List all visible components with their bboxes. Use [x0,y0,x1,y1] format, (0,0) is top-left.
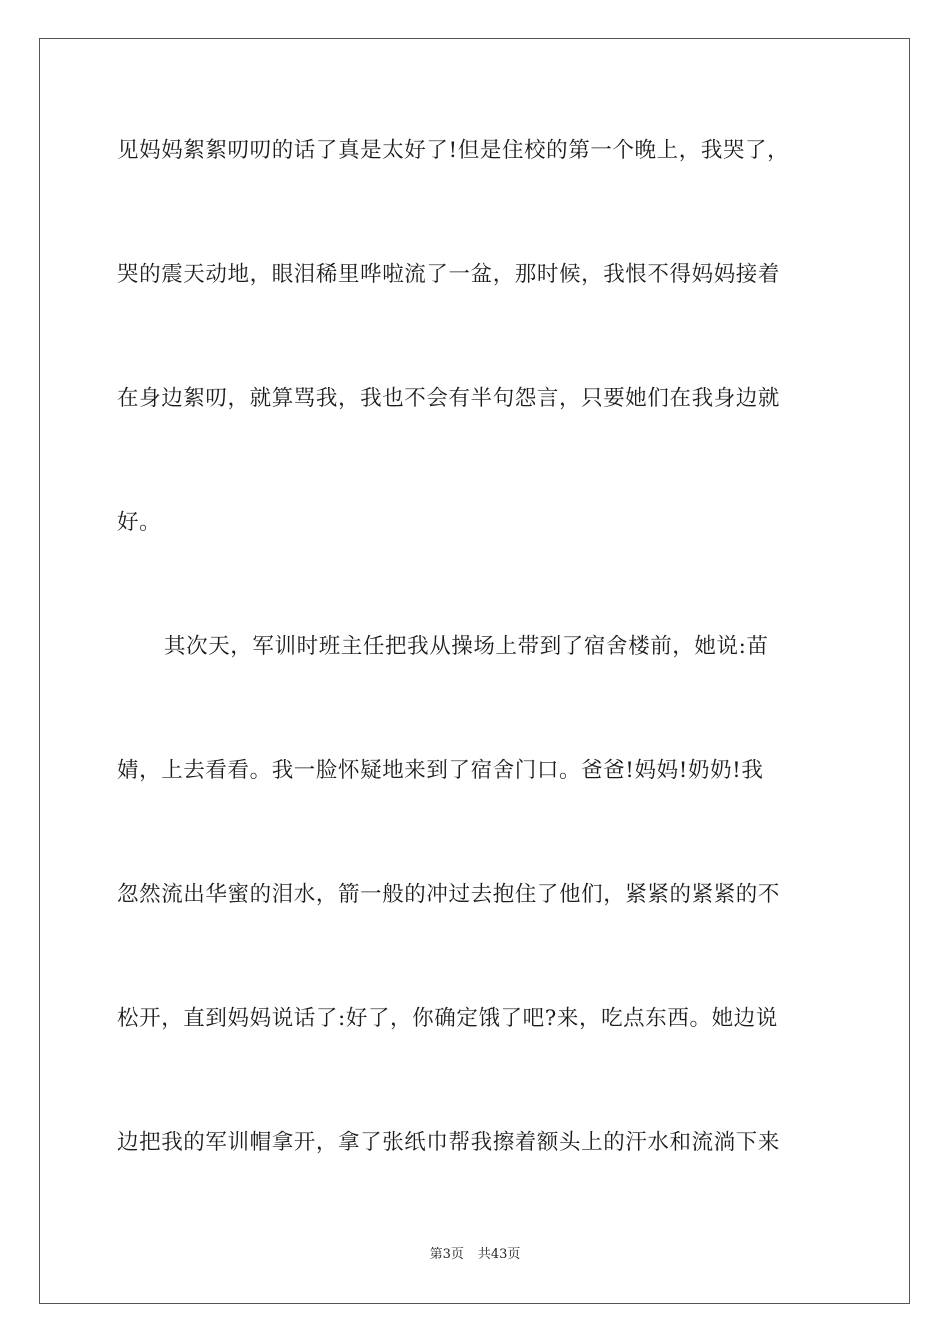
page-total: 共43页 [477,1247,521,1262]
page-number: 第3页 [429,1247,464,1262]
page-footer [0,1246,950,1264]
body-text-line-8: 松开，直到妈妈说话了:好了，你确定饿了吧?来，吃点东西。她边说 [117,1006,778,1031]
body-text-line-6: 婧，上去看看。我一脸怀疑地来到了宿舍门口。爸爸!妈妈!奶奶!我 [117,758,764,783]
page-border [39,38,910,1304]
body-text-line-3: 在身边絮叨，就算骂我，我也不会有半句怨言，只要她们在我身边就 [117,386,781,411]
body-text-line-4: 好。 [117,510,162,535]
body-text-line-1: 见妈妈絮絮叨叨的话了真是太好了!但是住校的第一个晚上，我哭了， [117,138,790,163]
body-text-line-7: 忽然流出华蜜的泪水，箭一般的冲过去抱住了他们，紧紧的紧紧的不 [117,882,781,907]
body-text-line-2: 哭的震天动地，眼泪稀里哗啦流了一盆，那时候，我恨不得妈妈接着 [117,262,781,287]
body-text-line-9: 边把我的军训帽拿开，拿了张纸巾帮我擦着额头上的汗水和流淌下来 [117,1130,781,1155]
body-text-line-5: 其次天，军训时班主任把我从操场上带到了宿舍楼前，她说:苗 [164,634,769,659]
